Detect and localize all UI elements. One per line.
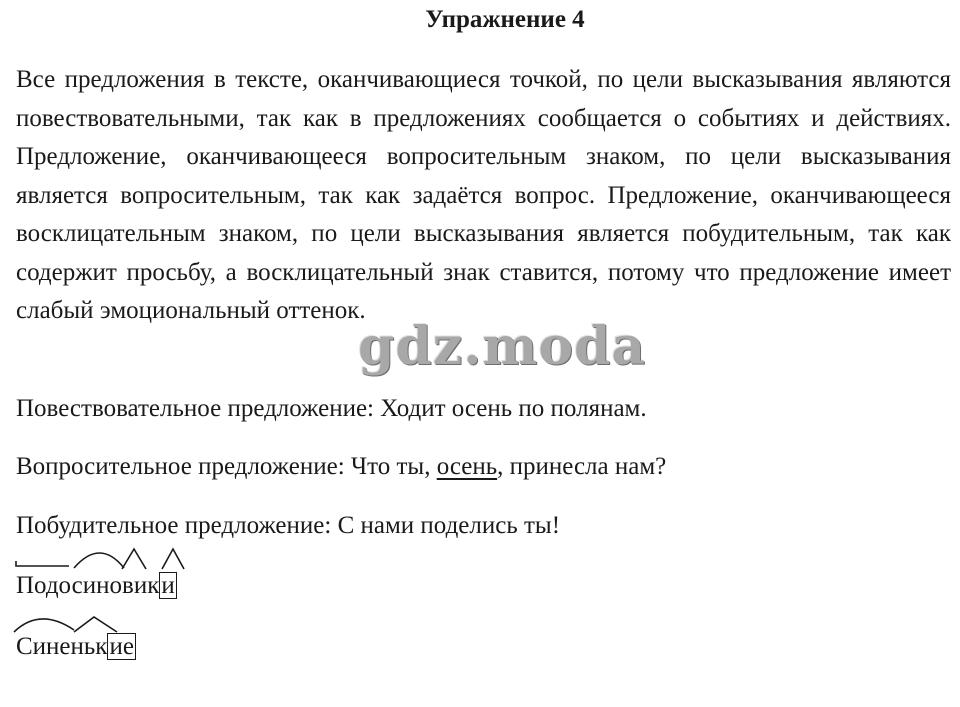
suffix-mark-2 [74,617,117,632]
question-underlined-word: осень [436,453,498,480]
suffix-mark-1a [122,549,146,569]
root-mark-1 [74,553,124,568]
prefix-mark-1 [16,561,69,566]
suffix-mark-1b [162,549,184,569]
morpheme-ending-2: ие [109,633,134,660]
exercise-title: Упражнение 4 [425,6,585,33]
question-prefix: Вопросительное предложение: Что ты, [16,453,437,480]
morpheme-ending-1: и [161,572,175,599]
morpheme-stem-1: Подосиновик [16,572,160,599]
root-mark-2 [14,619,74,632]
morpheme-stem-2: Синеньк [16,633,108,660]
question-suffix: , принесла нам? [497,453,667,480]
imperative-example: Побудительное предложение: С нами поделись ты! [16,512,561,539]
morpheme-word-1 [16,572,177,600]
narrative-example: Повествовательное предложение: Ходит осень по полянам. [16,395,647,422]
morpheme-word-2 [16,633,136,661]
explanation-paragraph: Все предложения в тексте, оканчивающиеся точкой, по цели высказывания являются повествовательными, так как в предложениях сообщается о событиях и действиях. Предложение, оканчивающееся вопросительным знаком, по цели высказывания является вопросительным, так как задаётся вопрос. Предложение, оканчивающееся восклицательным знаком, по цели высказывания является побудительным, так как содержит просьбу, а восклицательный знак ставится, потому что предложение имеет слабый эмоциональный оттенок. [16,66,951,324]
watermark-logo: gdz.moda [358,316,647,377]
